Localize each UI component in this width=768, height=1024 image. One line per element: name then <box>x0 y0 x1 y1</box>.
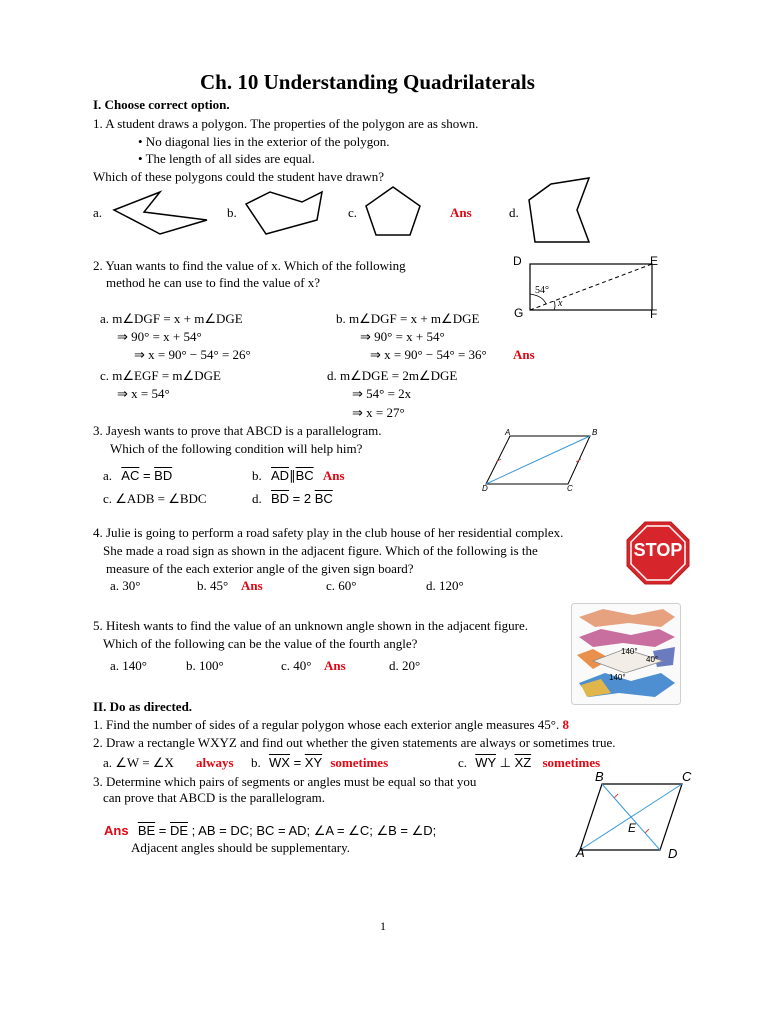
option-label: b. <box>227 205 237 220</box>
segment: $\overline{BD}$ <box>271 491 290 506</box>
s2-q2-option-a: a. ∠W = ∠X <box>103 755 174 770</box>
vertex-label: D <box>668 846 678 861</box>
q5-option-b: b. 100° <box>186 658 224 673</box>
segment: $\overline{XY}$ <box>304 755 323 770</box>
q5-stem: Which of the following can be the value of the fourth angle? <box>103 636 418 651</box>
q1-question: Which of these polygons could the student have drawn? <box>93 169 384 184</box>
answer-mark: Ans <box>324 658 346 673</box>
parallelogram-figure-q3 <box>478 428 598 494</box>
q1-bullet: • No diagonal lies in the exterior of the polygon. <box>138 134 390 149</box>
relation: = 2 <box>289 491 315 506</box>
option-label: b. <box>251 755 261 770</box>
s2-q1-text: 1. Find the number of sides of a regular polygon whose each exterior angle measures 45°. <box>93 717 560 732</box>
q1-stem: 1. A student draws a polygon. The properties of the polygon are as shown. <box>93 116 479 131</box>
s2-q2: 2. Draw a rectangle WXYZ and find out whether the given statements are always or sometimes true. <box>93 735 616 750</box>
vertex-label: B <box>595 769 604 784</box>
answer-mark: always <box>196 755 234 770</box>
q3-option-b <box>252 468 345 484</box>
answer-mark: 8 <box>562 717 569 732</box>
q2-option-a-step: ⇒ x = 90° − 54° = 26° <box>134 347 251 362</box>
angle-label: x <box>558 298 563 309</box>
q4-option-c: c. 60° <box>326 578 357 593</box>
q2-stem: 2. Yuan wants to find the value of x. Which of the following <box>93 258 406 273</box>
segment: $\overline{BE}$ <box>137 823 156 838</box>
polygon-figure-b <box>244 190 326 236</box>
q4-stem: 4. Julie is going to perform a road safety play in the club house of her residential complex. <box>93 525 564 540</box>
option-label: d. <box>509 205 519 220</box>
answer-mark: Ans <box>513 347 535 362</box>
q5-option-c: c. 40° <box>281 658 312 673</box>
segment: $\overline{BC}$ <box>314 491 333 506</box>
q3-option-c: c. ∠ADB = ∠BDC <box>103 491 207 506</box>
q2-option-c-step: ⇒ x = 54° <box>117 386 170 401</box>
q2-option-b: b. m∠DGF = x + m∠DGE <box>336 311 480 326</box>
s2-q2-option-c <box>458 755 600 771</box>
answer-mark: sometimes <box>542 755 601 770</box>
segment: $\overline{XZ}$ <box>514 755 532 770</box>
q4-option-a: a. 30° <box>110 578 141 593</box>
vertex-label: C <box>682 769 692 784</box>
vertex-label: A <box>576 845 585 860</box>
segment: $\overline{WY}$ <box>475 755 496 770</box>
q4-option-b: b. 45° <box>197 578 229 593</box>
vertex-label: G <box>514 306 524 320</box>
polygon-figure-a <box>112 190 212 236</box>
relation: ⊥ <box>496 755 515 770</box>
segment: $\overline{DE}$ <box>169 823 189 838</box>
option-label: b. <box>252 468 262 483</box>
q4-stem: measure of the each exterior angle of the given sign board? <box>106 561 414 576</box>
vertex-label: C <box>567 484 573 493</box>
segment: $\overline{WX}$ <box>269 755 290 770</box>
answer-mark: Ans <box>104 823 129 838</box>
segment: $\overline{AC}$ <box>121 468 140 483</box>
relation: = <box>155 823 170 838</box>
option-label: a. <box>93 205 103 220</box>
answer-mark: sometimes <box>330 755 389 770</box>
q2-option-a: a. m∠DGF = x + m∠DGE <box>100 311 243 326</box>
polygon-figure-d <box>525 176 593 244</box>
answer-mark: Ans <box>241 578 263 593</box>
q2-option-d: d. m∠DGE = 2m∠DGE <box>327 368 458 383</box>
q3-option-d <box>252 491 333 507</box>
option-label: a. <box>103 468 113 483</box>
q3-option-a <box>103 468 172 484</box>
angle-label: 54° <box>535 285 549 296</box>
answer-text: ; AB = DC; BC = AD; ∠A = ∠C; ∠B = ∠D; <box>188 823 437 838</box>
relation: = <box>289 755 305 770</box>
q4-option-d: d. 120° <box>426 578 464 593</box>
relation: ∥ <box>289 468 296 483</box>
q2-option-b-step: ⇒ x = 90° − 54° = 36° <box>370 347 487 362</box>
q2-option-d-step: ⇒ 54° = 2x <box>352 386 412 401</box>
s2-q2-option-b <box>251 755 388 771</box>
option-label: d. <box>252 491 262 506</box>
q1-bullet: • The length of all sides are equal. <box>138 151 315 166</box>
vertex-label: F <box>650 307 658 321</box>
s2-q3-answer-note: Adjacent angles should be supplementary. <box>131 840 351 855</box>
relation: = <box>139 468 155 483</box>
s2-q3-answer <box>104 823 436 839</box>
q2-stem: method he can use to find the value of x? <box>106 275 321 290</box>
q2-option-b-step: ⇒ 90° = x + 54° <box>360 329 445 344</box>
page-number: 1 <box>380 919 386 933</box>
vertex-label: E <box>650 254 659 268</box>
q2-option-c: c. m∠EGF = m∠DGE <box>100 368 221 383</box>
page-title: Ch. 10 Understanding Quadrilaterals <box>200 70 535 94</box>
q4-stem: She made a road sign as shown in the adjacent figure. Which of the following is the <box>103 543 538 558</box>
option-label: c. <box>348 205 358 220</box>
q5-option-d: d. 20° <box>389 658 421 673</box>
rectangle-figure-q2 <box>508 254 668 320</box>
segment: $\overline{BD}$ <box>154 468 173 483</box>
q5-stem: 5. Hitesh wants to find the value of an unknown angle shown in the adjacent figure. <box>93 618 529 633</box>
vertex-label: B <box>592 428 598 437</box>
angle-label: 140° <box>609 673 626 682</box>
angle-label: 40° <box>646 655 659 664</box>
vertex-label: A <box>505 428 511 437</box>
q2-option-d-step: ⇒ x = 27° <box>352 405 405 420</box>
s2-q3: 3. Determine which pairs of segments or angles must be equal so that you <box>93 774 477 789</box>
segment: $\overline{AD}$ <box>271 468 290 483</box>
angle-label: 140° <box>621 647 638 656</box>
answer-mark: Ans <box>450 205 472 220</box>
s2-q1 <box>93 717 569 733</box>
answer-mark: Ans <box>322 468 345 483</box>
segment: $\overline{BC}$ <box>295 468 314 483</box>
section-heading: II. Do as directed. <box>93 699 193 714</box>
section-heading: I. Choose correct option. <box>93 97 230 112</box>
q3-stem: Which of the following condition will help him? <box>110 441 363 456</box>
vertex-label: D <box>513 254 522 268</box>
vertex-label: D <box>482 484 488 493</box>
q3-stem: 3. Jayesh wants to prove that ABCD is a parallelogram. <box>93 423 382 438</box>
vertex-label: E <box>628 821 637 835</box>
s2-q3: can prove that ABCD is the parallelogram. <box>103 790 326 805</box>
stop-sign-text: STOP <box>633 540 683 560</box>
q5-option-a: a. 140° <box>110 658 147 673</box>
pentagon-figure-c <box>364 185 422 237</box>
option-label: c. <box>458 755 468 770</box>
q2-option-a-step: ⇒ 90° = x + 54° <box>117 329 202 344</box>
